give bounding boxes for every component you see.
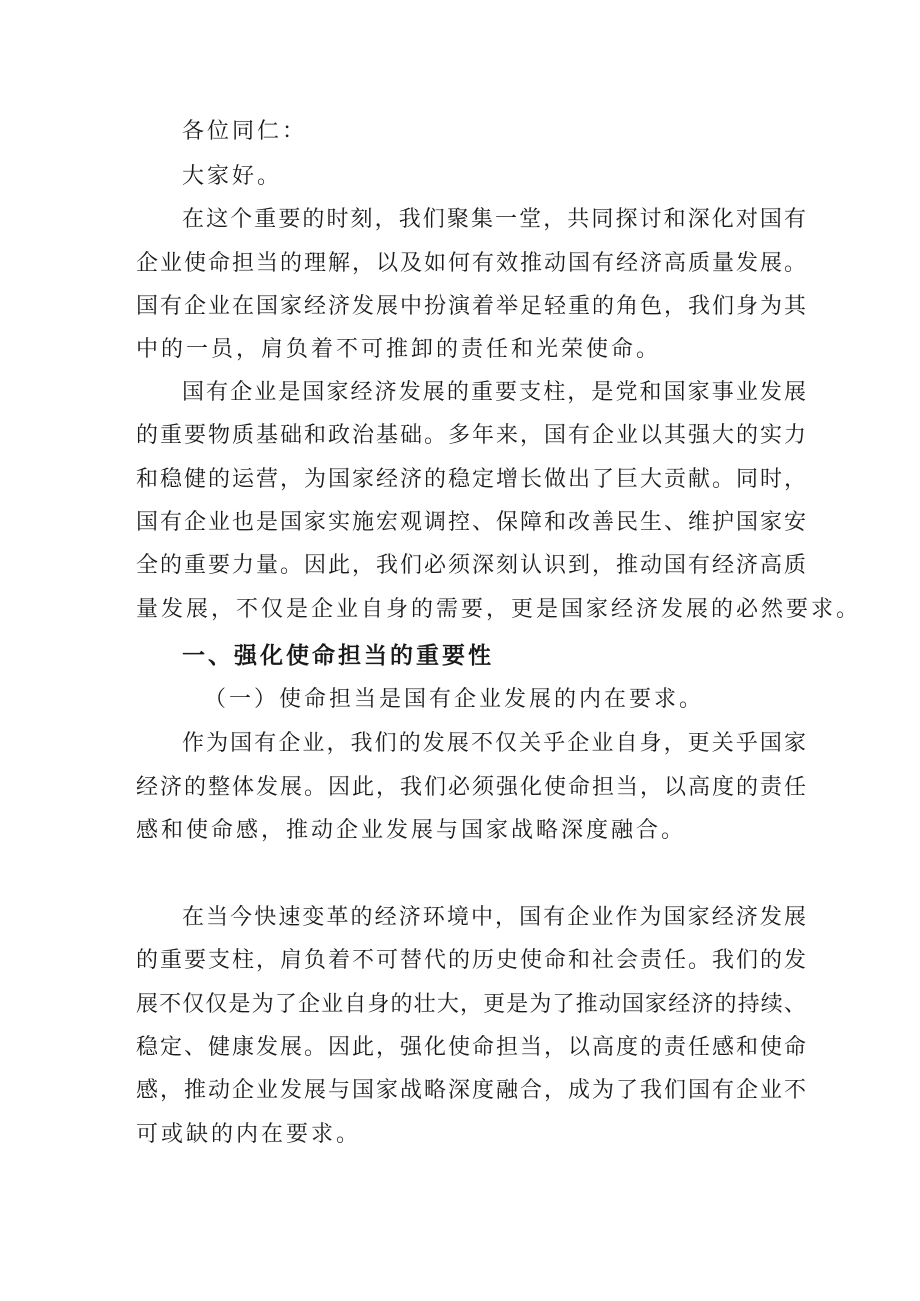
paragraph-line: 国有企业是国家经济发展的重要支柱，是党和国家事业发展: [182, 380, 809, 405]
paragraph-line: 的重要物质基础和政治基础。多年来，国有企业以其强大的实力: [136, 423, 809, 448]
paragraph-line: 的重要支柱，肩负着不可替代的历史使命和社会责任。我们的发: [136, 948, 809, 973]
paragraph-line: 可或缺的内在要求。: [136, 1122, 362, 1147]
paragraph-line: 量发展，不仅是企业自身的需要，更是国家经济发展的必然要求。: [136, 597, 862, 622]
paragraph-line: 感，推动企业发展与国家战略深度融合，成为了我们国有企业不: [136, 1078, 809, 1103]
paragraph-line: 企业使命担当的理解，以及如何有效推动国有经济高质量发展。: [136, 251, 809, 276]
greeting: 各位同仁：: [182, 119, 308, 144]
section-heading: 一、强化使命担当的重要性: [182, 643, 494, 669]
paragraph-line: 感和使命感，推动企业发展与国家战略深度融合。: [136, 818, 687, 843]
subsection-heading: （一）使命担当是国有企业发展的内在要求。: [204, 687, 705, 712]
paragraph-line: 全的重要力量。因此，我们必须深刻认识到，推动国有经济高质: [136, 553, 809, 578]
paragraph-line: 稳定、健康发展。因此，强化使命担当，以高度的责任感和使命: [136, 1035, 809, 1060]
paragraph-line: 在当今快速变革的经济环境中，国有企业作为国家经济发展: [182, 905, 809, 930]
paragraph-line: 国有企业在国家经济发展中扮演着举足轻重的角色，我们身为其: [136, 294, 809, 319]
paragraph-line: 中的一员，肩负着不可推卸的责任和光荣使命。: [136, 337, 662, 362]
hello-line: 大家好。: [182, 164, 283, 189]
paragraph-line: 在这个重要的时刻，我们聚集一堂，共同探讨和深化对国有: [182, 207, 809, 232]
paragraph-line: 作为国有企业，我们的发展不仅关乎企业自身，更关乎国家: [182, 731, 809, 756]
paragraph-line: 和稳健的运营，为国家经济的稳定增长做出了巨大贡献。同时，: [136, 467, 809, 492]
paragraph-line: 国有企业也是国家实施宏观调控、保障和改善民生、维护国家安: [136, 510, 809, 535]
paragraph-line: 经济的整体发展。因此，我们必须强化使命担当，以高度的责任: [136, 775, 809, 800]
paragraph-line: 展不仅仅是为了企业自身的壮大，更是为了推动国家经济的持续、: [136, 992, 808, 1017]
